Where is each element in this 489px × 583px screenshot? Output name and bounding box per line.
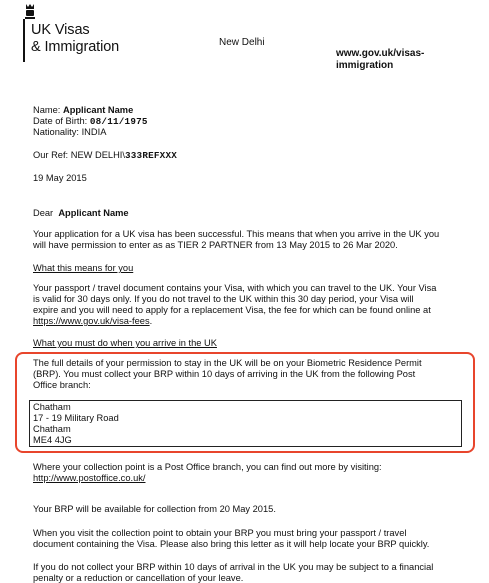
brp-available-row (33, 503, 276, 515)
heading-what-this-means: What this means for you (33, 263, 134, 273)
collection-line: Where your collection point is a Post Office branch, you can find out more by visiting: (33, 462, 382, 472)
visa-line-4 (33, 315, 152, 327)
penalty-line-2: penalty or a reduction or cancellation of your leave. (33, 573, 244, 583)
greeting-dear: Dear (33, 208, 54, 218)
applicant-dob-label: Date of Birth: (33, 116, 88, 126)
brp-available-date: 20 May 2015. (219, 504, 276, 514)
greeting (33, 207, 129, 219)
brp-line-1: The full details of your permission to stay in the UK will be on your Biometric Residence Permit (33, 358, 422, 368)
applicant-name-label: Name: (33, 105, 61, 115)
website-line2: immigration (336, 60, 394, 71)
visa-line-1: Your passport / travel document contains your Visa, with which you can travel to the UK. Your Visa (33, 283, 437, 293)
brp-line-3: Office branch: (33, 380, 91, 390)
visa-link-tail: . (149, 316, 153, 326)
address-line-2: 17 - 19 Military Road (33, 413, 119, 423)
visa-line-3: expire and you will need to apply for a replacement Visa, the fee for which can be found online at (33, 305, 431, 315)
letter-date: 19 May 2015 (33, 173, 87, 183)
applicant-nationality-row (33, 126, 106, 138)
reference-label: Our Ref: (33, 150, 69, 160)
address-line-1: Chatham (33, 402, 71, 412)
greeting-name: Applicant Name (58, 208, 129, 218)
website-line1: www.gov.uk/visas- (336, 48, 425, 59)
success-line-2: will have permission to enter as as TIER 2 PARTNER from 13 May 2015 to 26 Mar 2020. (33, 240, 398, 250)
visit-line-2: document containing the Visa. Please also bring this letter as it will help locate your BRP quickly. (33, 539, 430, 549)
brand-title-line1: UK Visas (31, 22, 90, 38)
heading-what-you-must-do: What you must do when you arrive in the UK (33, 338, 217, 348)
reference-value-code: 333REFXXX (124, 150, 177, 161)
office-city: New Delhi (219, 37, 265, 48)
applicant-dob-value: 08/11/1975 (89, 116, 148, 127)
visa-line-2: is valid for 30 days only. If you do not travel to the UK within this 30 day period, your Visa will (33, 294, 414, 304)
brp-available-text: Your BRP will be available for collection from (33, 504, 217, 514)
applicant-name-value: Applicant Name (62, 105, 134, 115)
applicant-nationality-value: INDIA (81, 127, 107, 137)
reference-value-plain: NEW DELHI\ (70, 150, 125, 160)
visa-fees-link[interactable]: https://www.gov.uk/visa-fees (33, 316, 150, 326)
reference-row (33, 149, 177, 162)
address-line-3: Chatham (33, 424, 71, 434)
visit-line-1: When you visit the collection point to obtain your BRP you must bring your passport / travel (33, 528, 407, 538)
postoffice-link[interactable]: http://www.postoffice.co.uk/ (33, 473, 146, 483)
royal-crest-icon (22, 3, 38, 19)
brand-bar (23, 19, 25, 62)
brp-line-2: (BRP). You must collect your BRP within 10 days of arriving in the UK from the following Post (33, 369, 416, 379)
applicant-nationality-label: Nationality: (33, 127, 79, 137)
penalty-line-1: If you do not collect your BRP within 10 days of arrival in the UK you may be subject to a financial (33, 562, 434, 572)
address-line-4: ME4 4JG (33, 435, 72, 445)
brand-title-line2: & Immigration (31, 39, 120, 55)
success-line-1: Your application for a UK visa has been successful. This means that when you arrive in the UK you (33, 229, 440, 239)
